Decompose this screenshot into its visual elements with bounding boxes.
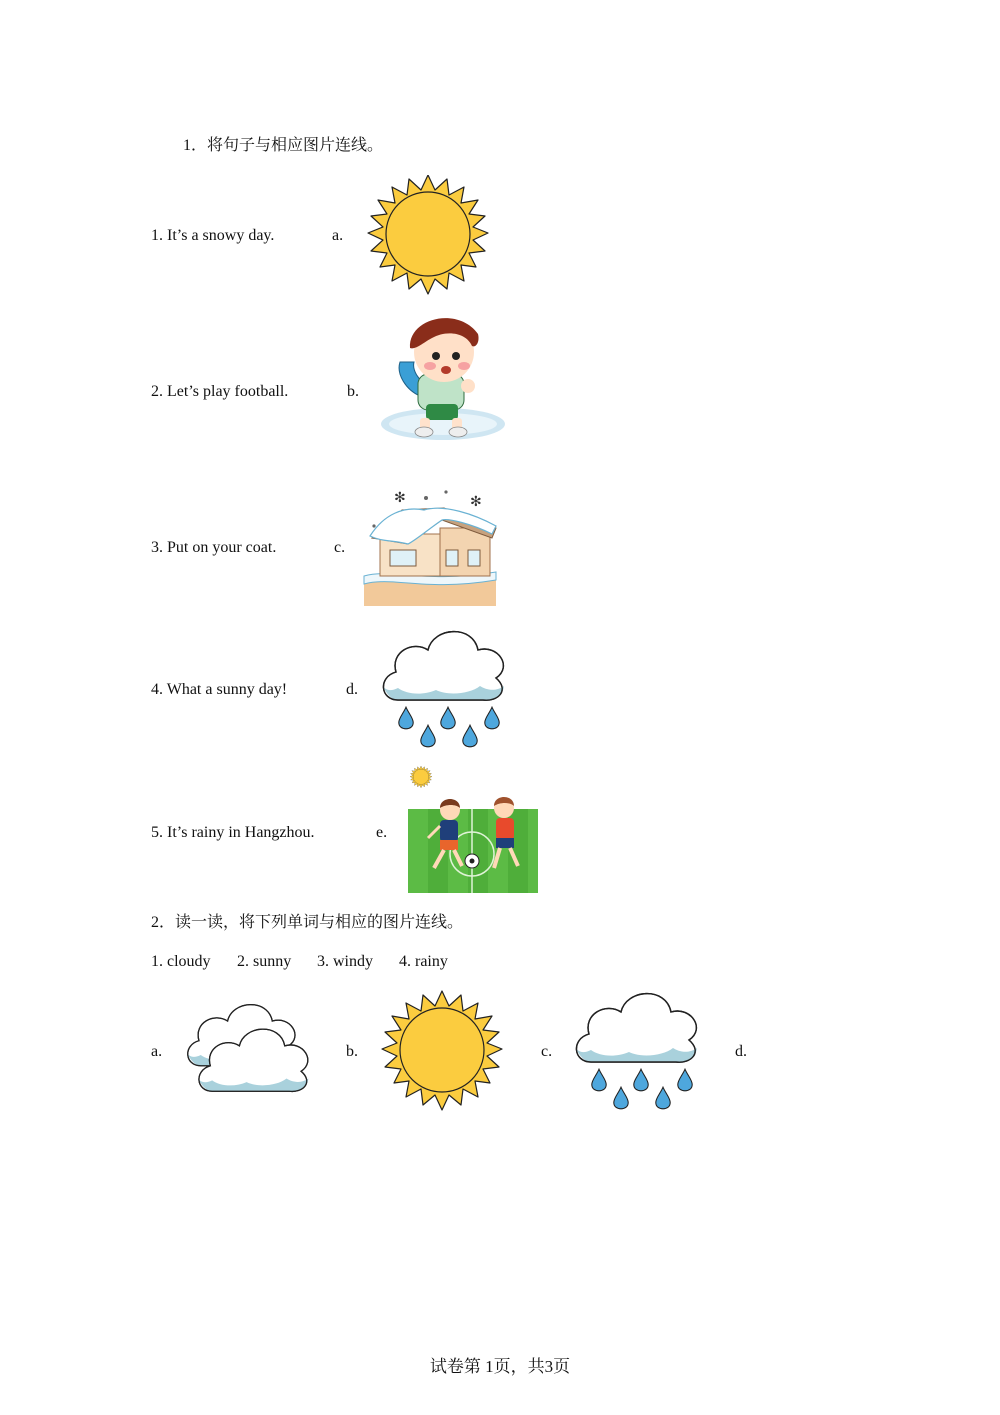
football-players-icon[interactable] bbox=[406, 764, 538, 894]
option-letter-a: a. bbox=[332, 227, 344, 244]
rain-cloud-icon[interactable] bbox=[378, 622, 508, 752]
option-letter-d: d. bbox=[346, 681, 358, 698]
word-sunny: 2. sunny bbox=[237, 953, 292, 970]
option-letter-e: e. bbox=[376, 824, 388, 841]
sentence-1: 1. It’s a snowy day. bbox=[151, 227, 275, 244]
sentence-5: 5. It’s rainy in Hangzhou. bbox=[151, 824, 315, 841]
option-letter-b: b. bbox=[347, 383, 359, 400]
sentence-2: 2. Let’s play football. bbox=[151, 383, 289, 400]
question-1-title: 1．将句子与相应图片连线。 bbox=[183, 137, 384, 154]
snowy-house-icon[interactable] bbox=[364, 484, 496, 606]
sentence-4: 4. What a sunny day! bbox=[151, 681, 288, 698]
page-footer: 试卷第 1页，共3页 bbox=[429, 1357, 571, 1376]
sun-icon[interactable] bbox=[377, 990, 507, 1112]
word-rainy: 4. rainy bbox=[399, 953, 448, 970]
q2-option-letter-a: a. bbox=[151, 1043, 163, 1060]
word-cloudy: 1. cloudy bbox=[151, 953, 211, 970]
svg-text:✻: ✻ bbox=[394, 490, 406, 506]
rain-cloud-icon[interactable] bbox=[571, 984, 701, 1114]
word-windy: 3. windy bbox=[317, 953, 373, 970]
option-letter-c: c. bbox=[334, 539, 346, 556]
clouds-icon[interactable] bbox=[182, 996, 312, 1100]
sun-icon[interactable] bbox=[363, 175, 493, 295]
boy-in-wind-icon[interactable] bbox=[380, 312, 506, 442]
question-2-title: 2．读一读，将下列单词与相应的图片连线。 bbox=[151, 914, 464, 931]
q2-option-letter-c: c. bbox=[541, 1043, 553, 1060]
sentence-3: 3. Put on your coat. bbox=[151, 539, 277, 556]
q2-option-letter-d: d. bbox=[735, 1043, 747, 1060]
q2-option-letter-b: b. bbox=[346, 1043, 358, 1060]
svg-text:✻: ✻ bbox=[470, 494, 482, 510]
